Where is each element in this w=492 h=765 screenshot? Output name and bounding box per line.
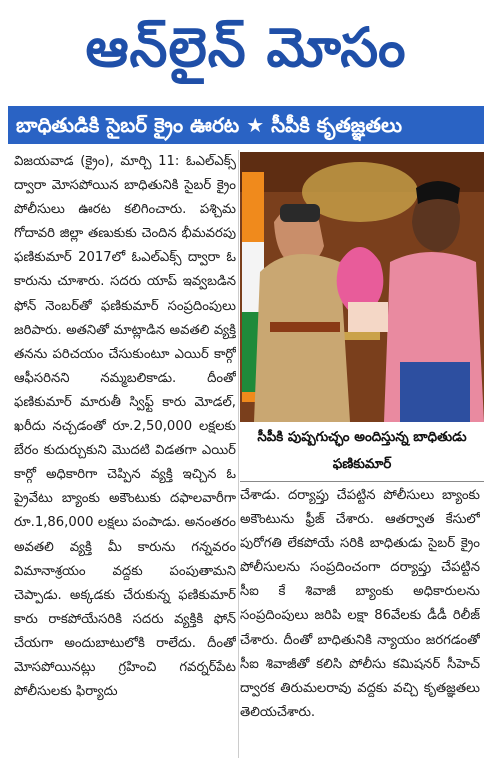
photo-caption: సీపీకి పుష్పగుచ్ఛం అందిస్తున్న బాధితుడు ఫణికుమార్ <box>257 430 467 472</box>
article-column-right <box>240 484 480 758</box>
article-body-right: చేశాడు. దర్యాప్తు చేపట్టిన పోలీసులు బ్యాంకు అకౌంటును ఫ్రీజ్ చేశారు. ఆతర్వాత కేసులో పురోగతి లేకపోయే సరికి బాధితుడు సైబర్ క్రైం పోలీసులను సంప్రదించంగా దర్యాప్తు చేపట్టిన సీఐ కే శివాజీ బ్యాంకు అధికారులను సంప్రదింపులు జరిపి లక్షా 86వేలకు డీడీ రిలీజ్ చేశారు. దీంతో బాధితునికి న్యాయం జరగడంతో సీఐ శివాజీతో కలిసి పోలీసు కమిషనర్ సీహెచ్ ద్వారక తిరుమలరావు వద్దకు వచ్చి కృతజ్ఞతలు తెలియచేశారు. <box>240 488 480 720</box>
news-photo <box>240 152 484 422</box>
subheadline-text: బాధితుడికి సైబర్ క్రైం ఊరట ★ సీపీకి కృతజ్ఞతలు <box>16 113 403 137</box>
article-body-left: విజయవాడ (క్రైం), మార్చి 11: ఓఎల్ఎక్స్ ద్వారా మోసపోయిన బాధితునికి సైబర్ క్రైం పోలీసులు ఊరట కలిగించారు. పశ్చిమ గోదావరి జిల్లా తణుకుకు చెందిన భీమవరపు ఫణికుమార్ 2017లో ఓఎల్ఎక్స్ ద్వారా ఓ కారును చూశారు. సదరు యాప్ ఇవ్వబడిన ఫోన్ నెంబర్‌తో ఫణికుమార్ సంప్రదింపులు జరిపారు. అతనితో మాట్లాడిన అవతలి వ్యక్తి తనను పరిచయం చేసుకుంటూ ఎయిర్ కార్గో ఆఫీసరినని నమ్మబలికాడు. దీంతో ఫణికుమార్ మారుతీ స్విఫ్ట్ కారు మోడల్, ఖరీదు నచ్చడంతో రూ.2,50,000 లక్షలకు బేరం కుదుర్చుకుని మొదటి విడతగా ఎయిర్ కార్గో అధికారిగా చెప్పిన వ్యక్తి ఇచ్చిన ఓ ప్రైవేటు బ్యాంకు అకౌంటుకు దఫాలవారీగా రూ.1,86,000 లక్షలు పంపాడు. అనంతరం అవతలి వ్యక్తి మీ కారును గన్నవరం విమానాశ్రయం వద్దకు పంపుతామని చెప్పాడు. అక్కడకు చేరుకున్న ఫణికుమార్ కారు రాకపోయేసరికి సదరు వ్యక్తికి ఫోన్ చేయగా అందుబాటులోకి రాలేదు. దీంతో మోసపోయినట్లు గ్రహించి గవర్నర్‌పేట పోలీసులకు ఫిర్యాదు <box>14 154 236 700</box>
news-photo-illustration <box>240 152 484 422</box>
headline: ఆన్‌లైన్ మోసం <box>85 16 407 79</box>
subheadline-banner <box>8 106 484 144</box>
column-divider <box>238 150 239 758</box>
article-column-left <box>14 150 236 758</box>
caption-rule <box>240 481 484 482</box>
